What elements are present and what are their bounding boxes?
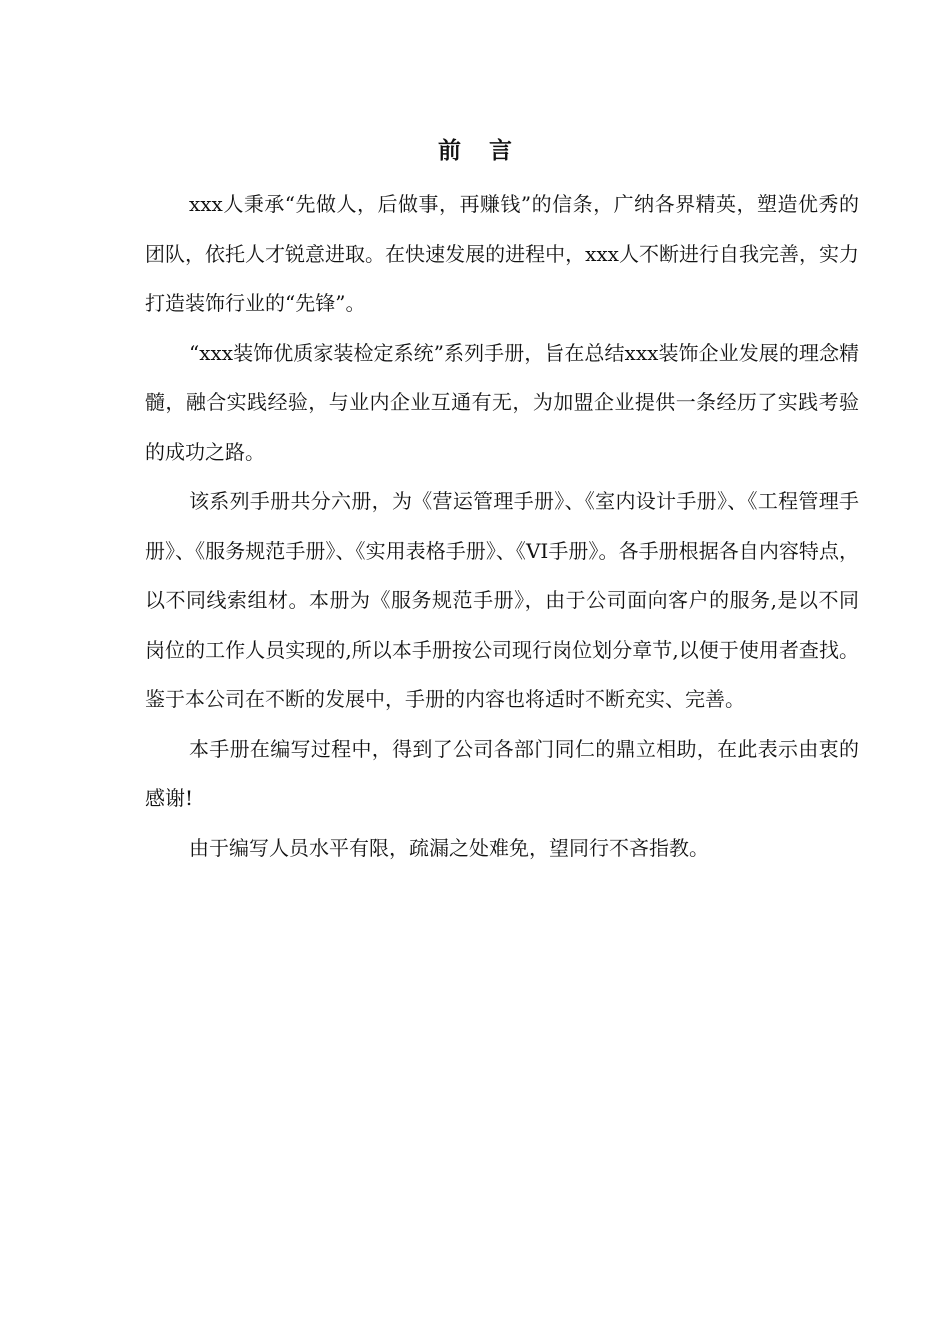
paragraph-1: xxx人秉承“先做人，后做事，再赚钱”的信条，广纳各界精英，塑造优秀的团队，依托人才锐意进取。在快速发展的进程中，xxx人不断进行自我完善，实力打造装饰行业的“先锋”。 xyxy=(145,192,859,315)
paragraph-3: 该系列手册共分六册，为《营运管理手册》、《室内设计手册》、《工程管理手册》、《服务规范手册》、《实用表格手册》、《VI手册》。各手册根据各自内容特点，以不同线索组材。本册为《服务规范手册》，由于公司面向客户的服务,是以不同岗位的工作人员实现的,所以本手册按公司现行岗位划分章节,以便于使用者查找。鉴于本公司在不断的发展中，手册的内容也将适时不断充实、完善。 xyxy=(145,489,859,711)
paragraph-5: 由于编写人员水平有限，疏漏之处难免，望同行不吝指教。 xyxy=(189,835,709,860)
document-body xyxy=(145,180,859,873)
paragraph-2: “xxx装饰优质家装检定系统”系列手册，旨在总结xxx装饰企业发展的理念精髓，融合实践经验，与业内企业互通有无，为加盟企业提供一条经历了实践考验的成功之路。 xyxy=(145,340,859,464)
paragraph-4: 本手册在编写过程中，得到了公司各部门同仁的鼎立相助，在此表示由衷的感谢! xyxy=(145,736,859,810)
page-title: 前言 xyxy=(438,137,540,164)
